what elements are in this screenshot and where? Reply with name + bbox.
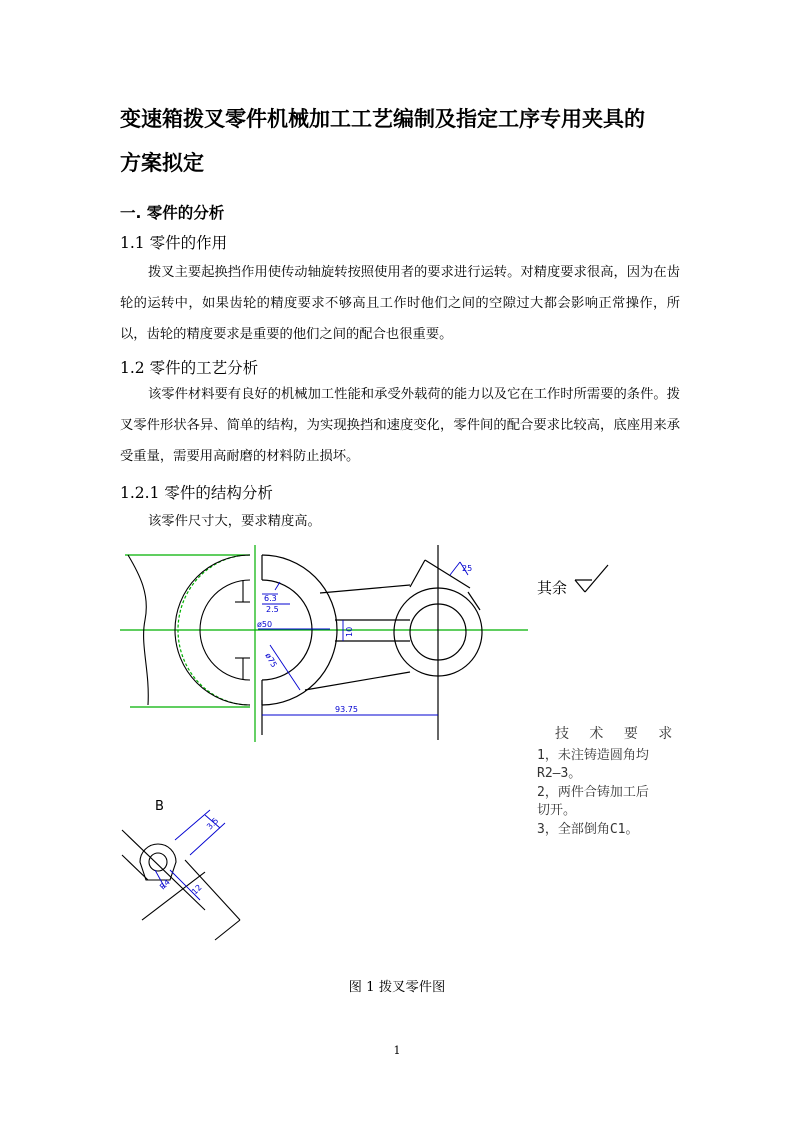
subsection-heading-1-1: 1.1 零件的作用 <box>120 234 228 252</box>
b-dim-12: 12 <box>190 882 204 897</box>
dim-6-3: 6.3 <box>264 594 277 603</box>
roughness-others-label: 其余 <box>537 579 568 597</box>
b-dim-3-5: 3.5 <box>205 816 221 832</box>
tech-line-1: 1，未注铸造圆角均 <box>537 747 649 763</box>
section-heading-1: 一. 零件的分析 <box>120 204 225 222</box>
page-number: 1 <box>393 1044 401 1057</box>
tech-line-5: 3，全部倒角C1。 <box>537 821 639 837</box>
document-title-line-2: 方案拟定 <box>120 151 204 175</box>
dim-93-75: 93.75 <box>335 705 358 714</box>
paragraph-structure-analysis: 该零件尺寸大，要求精度高。 <box>148 514 321 529</box>
dim-2-5: 2.5 <box>266 605 279 614</box>
subsection-heading-1-2: 1.2 零件的工艺分析 <box>120 359 259 377</box>
paragraph-process-analysis: 该零件材料要有良好的机械加工性能和承受外载荷的能力以及它在工作时所需要的条件。拨叉零件形状各异、简单的结构，为实现换挡和速度变化，零件间的配合要求比较高，底座用来承受重量，需要用高耐磨的材料防止损坏。 <box>120 387 680 464</box>
roughness-25: 25 <box>462 564 473 573</box>
document-title-line-1: 变速箱拨叉零件机械加工工艺编制及指定工序专用夹具的 <box>120 107 645 131</box>
tech-title: 技 术 要 求 <box>555 726 679 742</box>
tech-line-4: 切开。 <box>537 803 577 818</box>
b-dim-r4: R4 <box>158 877 172 892</box>
tech-line-3: 2，两件合铸加工后 <box>537 784 649 800</box>
technical-requirements <box>537 725 678 839</box>
roughness-symbol-icon <box>575 565 608 592</box>
subsection-heading-1-2-1: 1.2.1 零件的结构分析 <box>120 484 273 502</box>
figure-caption: 图 1 拨叉零件图 <box>348 980 446 995</box>
tech-line-2: R2—3。 <box>537 766 582 781</box>
dim-10: 10 <box>345 626 354 637</box>
dim-phi50: ø50 <box>257 620 273 629</box>
view-b-label: B <box>155 799 164 814</box>
dim-phi75: ø75 <box>263 651 279 670</box>
paragraph-part-function: 拨叉主要起换挡作用使传动轴旋转按照使用者的要求进行运转。对精度要求很高，因为在齿轮的运转中，如果齿轮的精度要求不够高且工作时他们之间的空隙过大都会影响正常操作，所以，齿轮的精度要求是重要的他们之间的配合也很重要。 <box>120 265 680 342</box>
